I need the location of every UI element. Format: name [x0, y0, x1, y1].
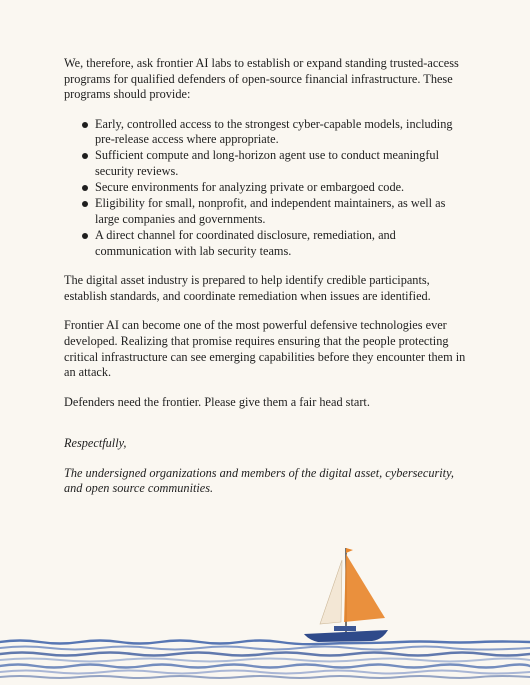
list-item: Sufficient compute and long-horizon agent use to conduct meaningful security reviews. [64, 148, 469, 179]
list-item: Secure environments for analyzing private or embargoed code. [64, 180, 469, 196]
signatories: The undersigned organizations and members of the digital asset, cybersecurity, and open source communities. [64, 465, 454, 496]
salutation: Respectfully, [64, 436, 127, 451]
list-item: A direct channel for coordinated disclosure, remediation, and communication with lab security teams. [64, 228, 469, 259]
defenders-paragraph: Defenders need the frontier. Please give them a fair head start. [64, 394, 370, 409]
frontier-paragraph: Frontier AI can become one of the most powerful defensive technologies ever developed. Realizing that promise requires ensuring that the people protecting critical infrastructure can see emerging capabilities before they encounter them in an attack. [64, 318, 466, 380]
list-item: Early, controlled access to the strongest cyber-capable models, including pre-release access where appropriate. [64, 117, 469, 148]
sailboat-icon [0, 540, 530, 680]
letter-body [64, 56, 469, 511]
list-item: Eligibility for small, nonprofit, and independent maintainers, as well as large companies and governments. [64, 196, 469, 227]
intro-paragraph: We, therefore, ask frontier AI labs to establish or expand standing trusted-access programs for qualified defenders of open-source financial infrastructure. These programs should provide: [64, 56, 459, 102]
industry-paragraph: The digital asset industry is prepared to help identify credible participants, establish standards, and coordinate remediation when issues are identified. [64, 273, 431, 303]
provisions-list [64, 117, 469, 259]
sailboat-illustration [0, 540, 530, 680]
